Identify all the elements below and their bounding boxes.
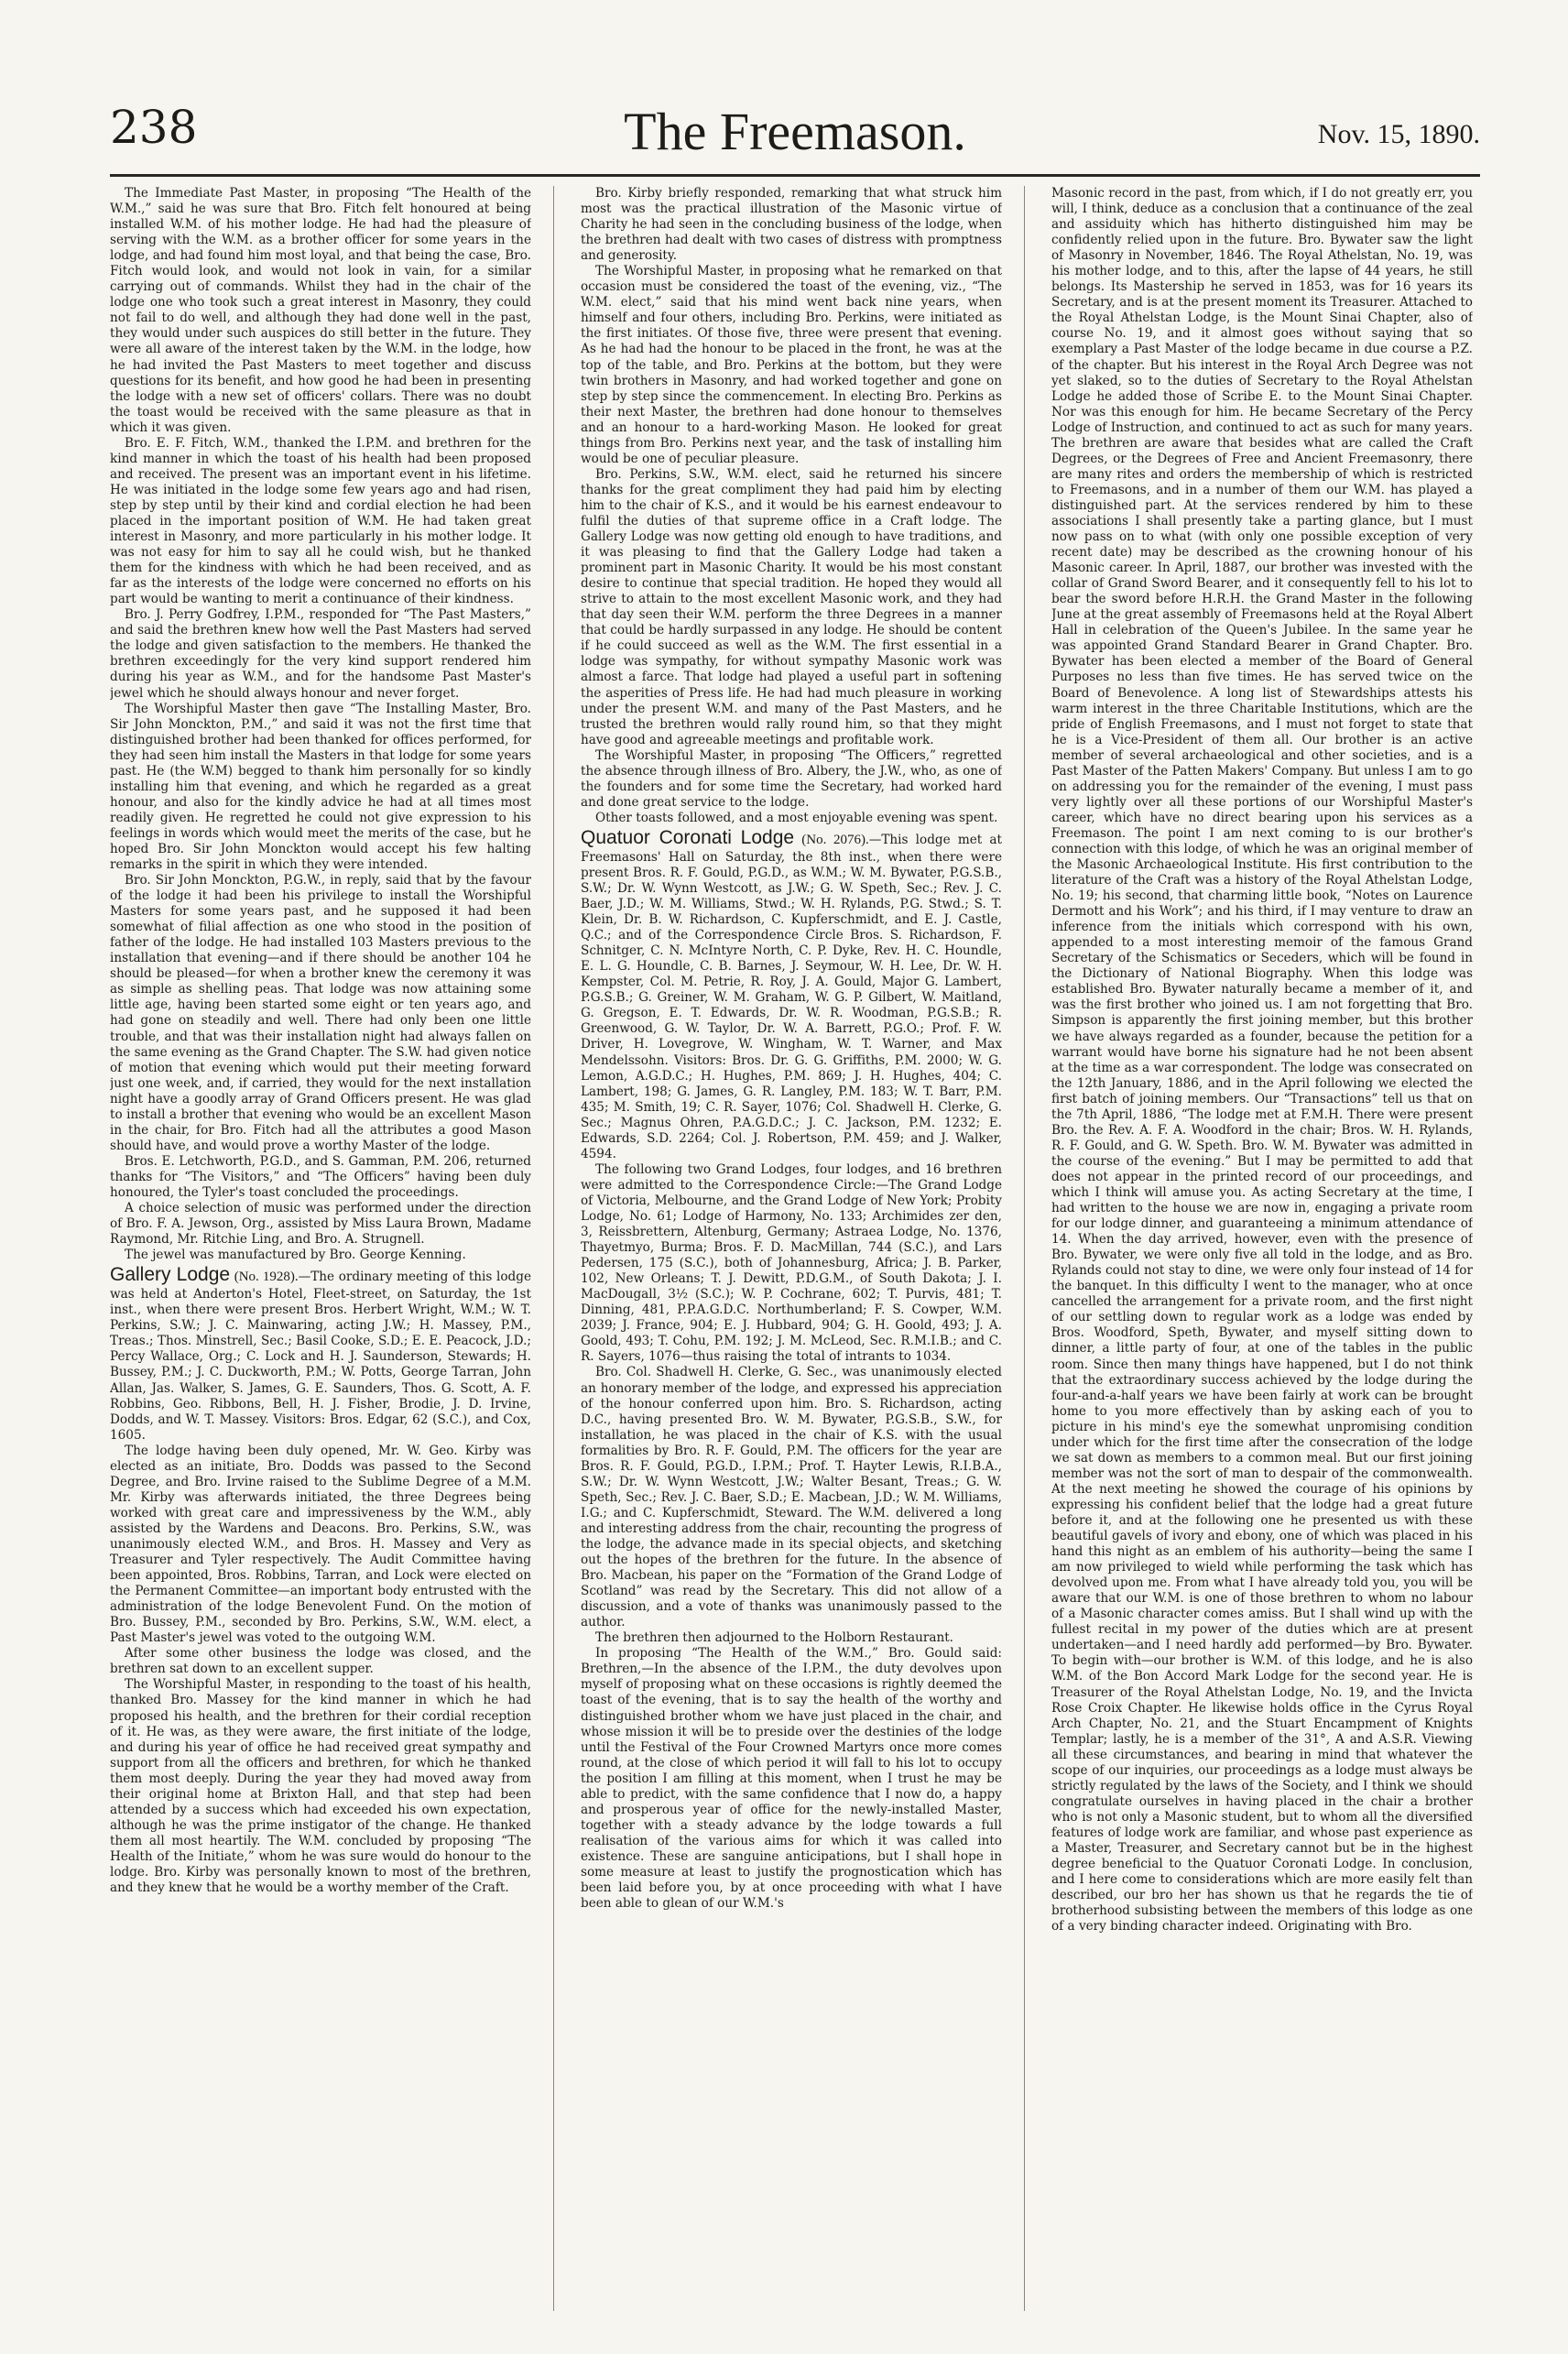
paragraph: The Worshipful Master then gave “The Installing Master, Bro. Sir John Monckton, P.M.,” and said it was not the first time that distinguished brother had been thanked for offices performed, for they had seen him install the Masters in that lodge for some years past. He (the W.M) begged to thank him personally for so kindly installing him that evening, and which he regarded as a great honour, and also for the kindly advice he had at all times most readily given. He regretted he could not give expression to his feelings in words which would meet the merits of the case, but he hoped Bro. Sir John Monckton would accept his few halting remarks in the spirit in which they were intended. — [110, 701, 531, 873]
lodge-report-lead — [110, 1263, 531, 1443]
lodge-number: (No. 1928). — [234, 1270, 299, 1285]
column-3 — [1051, 186, 1473, 2311]
column-divider — [1024, 186, 1025, 2311]
paragraph: Bro. Sir John Monckton, P.G.W., in reply, said that by the favour of the lodge it had been his privilege to install the Worshipful Masters for some years past, and he supposed it had been somewhat of filial affection as one who stood in the position of father of the lodge. He had installed 103 Masters previous to the installation that evening—and if there should be another 104 he should be pleased—for when a brother knew the ceremony it was as simple as shelling peas. That lodge was now attaining some little age, having been started some eight or ten years ago, and had gone on steadily and well. There had only been one little trouble, and that was their installation night had always fallen on the same evening as the Grand Chapter. The S.W. had given notice of motion that evening which would put their meeting forward just one week, and, if carried, they would for the next installation night have a goodly array of Grand Officers present. He was glad to install a brother that evening who would be an excellent Mason in the chair, for Bro. Fitch had all the attributes a good Mason should have, and would prove a worthy Master of the lodge. — [110, 873, 531, 1153]
paragraph-text: —The ordinary meeting of this lodge was held at Anderton's Hotel, Fleet-street, on Saturday, the 1st inst., when there were present Bros. Herbert Wright, W.M.; W. T. Perkins, S.W.; J. C. Mainwaring, acting J.W.; H. Massey, P.M., Treas.; Thos. Minstrell, Sec.; Basil Cooke, S.D.; E. E. Peacock, J.D.; Percy Wallace, Org.; C. Lock and H. J. Saunderson, Stewards; H. Bussey, P.M.; J. C. Duckworth, P.M.; W. Potts, George Tarran, John Allan, Jas. Walker, S. James, G. E. Saunders, Thos. G. Scott, A. F. Robbins, Geo. Ribbons, Bell, H. J. Fisher, Brodie, J. D. Irvine, Dodds, and W. T. Massey. Visitors: Bros. Edgar, 62 (S.C.), and Cox, 1605. — [110, 1270, 531, 1443]
column-divider — [553, 186, 554, 2311]
paragraph: The Worshipful Master, in proposing what he remarked on that occasion must be considered the toast of the evening, viz., “The W.M. elect,” said that his mind went back nine years, when himself and four others, including Bro. Perkins, were initiated as the first initiates. Of those five, three were present that evening. As he had had the honour to be placed in the front, he was at the top of the table, and Bro. Perkins at the bottom, but they were twin brothers in Masonry, and had worked together and gone on step by step since the commencement. In electing Bro. Perkins as their next Master, the brethren had done honour to themselves and an honour to a hard-working Mason. He looked for great things from Bro. Perkins next year, and the task of installing him would be one of peculiar pleasure. — [581, 264, 1002, 466]
paragraph: The Worshipful Master, in proposing “The Officers,” regretted the absence through illness of Bro. Albery, the J.W., who, as one of the founders and for some time the Secretary, had worked hard and done great service to the lodge. — [581, 747, 1002, 810]
paragraph: The brethren then adjourned to the Holborn Restaurant. — [595, 1630, 954, 1646]
paragraph: Bro. Kirby briefly responded, remarking that what struck him most was the practical illustration of the Masonic virtue of Charity he had seen in the concluding business of the lodge, when the brethren had dealt with two cases of distress with promptness and generosity. — [581, 186, 1002, 264]
column-2 — [581, 186, 1002, 2311]
lodge-report-lead — [581, 826, 1002, 1162]
paragraph: In proposing “The Health of the W.M.,” Bro. Gould said: Brethren,—In the absence of the I.P.M., the duty devolves upon myself of proposing what on these occasions is rightly deemed the toast of the evening, that is to say the health of the worthy and distinguished brother whom we have just placed in the chair, and whose mission it will be to preside over the destinies of the lodge until the Festival of the Four Crowned Martyrs once more comes round, at the close of which period it will fall to his lot to occupy the position I am filling at this moment, when I trust he may be able to predict, with the same confidence that I now do, a happy and prosperous year of office for the newly-installed Master, together with a steady advance by the lodge towards a full realisation of the various aims for which it was called into existence. These are sanguine anticipations, but I shall hope in some measure at least to justify the prognostication which has been laid before you, by at once proceeding with what I have been able to glean of our W.M.'s — [581, 1646, 1002, 1912]
paragraph: The lodge having been duly opened, Mr. W. Geo. Kirby was elected as an initiate, Bro. Dodds was passed to the Second Degree, and Bro. Irvine raised to the Sublime Degree of a M.M. Mr. Kirby was afterwards initiated, the three Degrees being worked with great care and impressiveness by the W.M., ably assisted by the Wardens and Deacons. Bro. Perkins, S.W., was unanimously elected W.M., and Bros. H. Massey and Very as Treasurer and Tyler respectively. The Audit Committee having been appointed, Bros. Robbins, Tarran, and Lock were elected on the Permanent Committee—an important body entrusted with the administration of the lodge Benevolent Fund. On the motion of Bro. Bussey, P.M., seconded by Bro. Perkins, S.W., W.M. elect, a Past Master's jewel was voted to the outgoing W.M. — [110, 1443, 531, 1646]
paragraph: A choice selection of music was performed under the direction of Bro. F. A. Jewson, Org., assisted by Miss Laura Brown, Madame Raymond, Mr. Ritchie Ling, and Bro. A. Strugnell. — [110, 1201, 531, 1248]
page-number: 238 — [110, 101, 198, 154]
paragraph: The jewel was manufactured by Bro. George Kenning. — [125, 1248, 466, 1263]
paragraph: Bro. J. Perry Godfrey, I.P.M., responded for “The Past Masters,” and said the brethren knew how well the Past Masters had served the lodge and given satisfaction to the members. He thanked the brethren exceedingly for the very kind support rendered him during his year as W.M., and for the handsome Past Master's jewel which he should always honour and never forget. — [110, 607, 531, 701]
newspaper-title: The Freemason. — [624, 102, 966, 161]
column-1 — [110, 186, 531, 2311]
lodge-heading: Quatuor Coronati Lodge — [581, 826, 795, 848]
paragraph: Other toasts followed, and a most enjoyable evening was spent. — [595, 810, 998, 825]
paragraph: Bros. E. Letchworth, P.G.D., and S. Gamman, P.M. 206, returned thanks for “The Visitors,” and “The Officers” having been duly honoured, the Tyler's toast concluded the proceedings. — [110, 1153, 531, 1200]
header-rule — [110, 174, 1480, 177]
paragraph: The Immediate Past Master, in proposing “The Health of the W.M.,” said he was sure that Bro. Fitch felt honoured at being installed W.M. of his mother lodge. He had had the pleasure of serving with the W.M. as a brother officer for some years in the lodge, and had found him most loyal, and that being the case, Bro. Fitch would look, and would not look in vain, for a similar carrying out of commands. Whilst they had in the chair of the lodge one who took such a great interest in Masonry, they could not fail to do well, and although they had done well in the past, they would under such auspices do still better in the future. They were all aware of the interest taken by the W.M. in the lodge, how he had invited the Past Masters to meet together and discuss questions for its benefit, and how good he had been in presenting the lodge with a new set of officers' collars. There was no doubt the toast would be received with the same pleasure as that in which it was given. — [110, 186, 531, 435]
paragraph: The Worshipful Master, in responding to the toast of his health, thanked Bro. Massey for the kind manner in which he had proposed his health, and the brethren for their cordial reception of it. He was, as they were aware, the first initiate of the lodge, and during his year of office he had received great sympathy and support from all the officers and brethren, for which he thanked them most deeply. During the year they had moved away from their original home at Brixton Hall, and that step had been attended by a success which had exceeded his own expectation, although he was the prime instigator of the change. He thanked them all most heartily. The W.M. concluded by proposing “The Health of the Initiate,” whom he was sure would do honour to the lodge. Bro. Kirby was personally known to most of the brethren, and they knew that he would be a worthy member of the Craft. — [110, 1677, 531, 1896]
paragraph-text: —This lodge met at Freemasons' Hall on Saturday, the 8th inst., when there were present Bros. R. F. Gould, P.G.D., as W.M.; W. M. Bywater, P.G.S.B., S.W.; Dr. W. Wynn Westcott, as J.W.; G. W. Speth, Sec.; Rev. J. C. Baer, J.D.; W. M. Williams, Stwd.; W. H. Rylands, P.G. Stwd.; S. T. Klein, Dr. B. W. Richardson, C. Kupferschmidt, and E. J. Castle, Q.C.; and of the Correspondence Circle Bros. S. Richardson, F. Schnitger, C. N. McIntyre North, C. P. Dyke, Rev. H. C. Houndle, E. L. G. Houndle, C. B. Barnes, J. Seymour, W. H. Lee, Dr. W. H. Kempster, Col. M. Petrie, R. Roy, J. A. Gould, Major G. Lambert, P.G.S.B.; G. Greiner, W. M. Graham, W. G. P. Gilbert, W. Maitland, G. Gregson, E. T. Edwards, Dr. W. R. Woodman, P.G.S.B.; R. Greenwood, G. W. Taylor, Dr. W. A. Barrett, P.G.O.; Prof. F. W. Driver, H. Lovegrove, W. Wingham, W. T. Warner, and Max Mendelssohn. Visitors: Bros. Dr. G. G. Griffiths, P.M. 2000; W. G. Lemon, A.G.D.C.; H. Hughes, P.M. 869; J. H. Hughes, 404; C. Lambert, 198; G. James, G. R. Langley, P.M. 183; W. T. Barr, P.M. 435; M. Smith, 19; C. R. Sayer, 1076; Col. Shadwell H. Clerke, G. Sec.; Magnus Ohren, P.A.G.D.C.; J. C. Jackson, P.M. 1232; E. Edwards, S.D. 2264; Col. J. Robertson, P.M. 459; and J. Walker, 4594. — [581, 832, 1002, 1161]
lodge-heading: Gallery Lodge — [110, 1264, 231, 1286]
masthead — [110, 101, 1480, 165]
lodge-number: (No. 2076). — [801, 832, 869, 847]
paragraph: Bro. E. F. Fitch, W.M., thanked the I.P.M. and brethren for the kind manner in which the toast of his health had been proposed and received. The present was an important event in his lifetime. He was initiated in the lodge some few years ago and had risen, step by step until by their kind and cordial election he had been placed in the important position of W.M. He had taken great interest in Masonry, and more particularly in his mother lodge. It was not easy for him to say all he could wish, but he thanked them for the kindness with which he had been received, and as far as the interests of the lodge were concerned no efforts on his part would be wanting to merit a continuance of their kindness. — [110, 435, 531, 607]
paragraph: After some other business the lodge was closed, and the brethren sat down to an excellent supper. — [110, 1646, 531, 1677]
issue-date: Nov. 15, 1890. — [1317, 119, 1480, 149]
paragraph: Bro. Perkins, S.W., W.M. elect, said he returned his sincere thanks for the great compliment they had paid him by electing him to the chair of K.S., and it would be his earnest endeavour to fulfil the duties of that supreme office in a Craft lodge. The Gallery Lodge was now getting old enough to have traditions, and it was pleasing to find that the Gallery Lodge had taken a prominent part in Masonic Charity. It would be his most constant desire to continue that special tradition. He hoped they would all strive to attain to the most excellent Masonic work, and they had that day seen their W.M. perform the three Degrees in a manner that could be hardly surpassed in any lodge. He should be content if he could succeed as well as the W.M. The first essential in a lodge was sympathy, for without sympathy Masonic work was almost a farce. That lodge had played a useful part in softening the asperities of Press life. He had had much pleasure in working under the present W.M. and many of the Past Masters, and he trusted the brethren would rally round him, so that they might have good and agreeable meetings and profitable work. — [581, 466, 1002, 747]
paragraph: Bro. Col. Shadwell H. Clerke, G. Sec., was unanimously elected an honorary member of the lodge, and expressed his appreciation of the honour conferred upon him. Bro. S. Richardson, acting D.C., having presented Bro. W. M. Bywater, P.G.S.B., S.W., for installation, he was placed in the chair of K.S. with the usual formalities by Bro. R. F. Gould, P.M. The officers for the year are Bros. R. F. Gould, P.G.D., I.P.M.; Prof. T. Hayter Lewis, R.I.B.A., S.W.; Dr. W. Wynn Westcott, J.W.; Walter Besant, Treas.; G. W. Speth, Sec.; Rev. J. C. Baer, S.D.; E. Macbean, J.D.; W. M. Williams, I.G.; and C. Kupferschmidt, Steward. The W.M. delivered a long and interesting address from the chair, recounting the progress of the lodge, the advance made in its special objects, and sketching out the hopes of the brethren for the future. In the absence of Bro. Macbean, his paper on the “Formation of the Grand Lodge of Scotland” was read by the Secretary. This did not allow of a discussion, and a vote of thanks was unanimously passed to the author. — [581, 1365, 1002, 1630]
paragraph: Masonic record in the past, from which, if I do not greatly err, you will, I think, deduce as a conclusion that a continuance of the zeal and assiduity which has hitherto distinguished him may be confidently relied upon in the future. Bro. Bywater saw the light of Masonry in November, 1846. The Royal Athelstan, No. 19, was his mother lodge, and to this, after the lapse of 44 years, he still belongs. Its Mastership he served in 1853, was for 16 years its Secretary, and is at the present moment its Treasurer. Attached to the Royal Athelstan Lodge, is the Mount Sinai Chapter, also of course No. 19, and it almost goes without saying that so exemplary a Past Master of the lodge became in due course a P.Z. of the chapter. But his interest in the Royal Arch Degree was not yet slaked, so to the duties of Secretary to the Royal Athelstan Lodge he added those of Scribe E. to the Mount Sinai Chapter. Nor was this enough for him. He became Secretary of the Percy Lodge of Instruction, and continued to act as such for many years. The brethren are aware that besides what are called the Craft Degrees, or the Degrees of Free and Ancient Freemasonry, there are many rites and orders the membership of which is restricted to Freemasons, and in a number of them our W.M. has played a distinguished part. At the services rendered by him to these associations I shall presently take a parting glance, but I must now pass on to what (with only one possible exception of very recent date) may be described as the crowning honour of his Masonic career. In April, 1887, our brother was invested with the collar of Grand Sword Bearer, and it consequently fell to his lot to bear the sword before H.R.H. the Grand Master in the following June at the great assembly of Freemasons held at the Royal Albert Hall in celebration of the Queen's Jubilee. In the same year he was appointed Grand Standard Bearer in Grand Chapter. Bro. Bywater has been elected a member of the Board of General Purposes no less than five times. He has served twice on the Board of Benevolence. A long list of Stewardships attests his warm interest in the three Charitable Institutions, which are the pride of English Freemasons, and I must not forget to state that he is a Vice-President of them all. Our brother is an active member of several archaeological and other societies, and is a Past Master of the Patten Makers' Company. But unless I am to go on addressing you for the remainder of the evening, I must pass very lightly over all these portions of our Worshipful Master's career, which have no direct bearing upon his services as a Freemason. The point I am next coming to is our brother's connection with this lodge, of which he was an original member of the Masonic Archaeological Institute. His first contribution to the literature of the Craft was a history of the Royal Athelstan Lodge, No. 19; his second, that charming little book, “Notes on Laurence Dermott and his Work”; and his third, if I may venture to draw an inference from the initials which correspond with his own, appended to a most interesting memoir of the famous Grand Secretary of the Schismatics or Seceders, which will be found in the Dictionary of National Biography. When this lodge was established Bro. Bywater naturally became a member of it, and was the first brother who joined us. I am not forgetting that Bro. Simpson is apparently the first joining member, but this brother we have always regarded as a founder, because the petition for a warrant would have borne his signature had he not been absent at the time as a war correspondent. The lodge was consecrated on the 12th January, 1886, and in the April following we elected the first batch of joining members. Our “Transactions” tell us that on the 7th April, 1886, “The lodge met at F.M.H. There were present Bro. the Rev. A. F. A. Woodford in the chair; Bros. W. H. Rylands, R. F. Gould, and G. W. Speth. Bro. W. M. Bywater was admitted in the course of the evening.” But I may be permitted to add that does not appear in the printed record of our proceedings, and which I think will amuse you. As acting Secretary at the time, I had written to the house we are now in, engaging a private room for our lodge dinner, and guaranteeing a minimum attendance of 14. When the day arrived, however, even with the presence of Bro. Bywater, we were only five all told in the lodge, and as Bro. Rylands could not stay to dine, we were only four instead of 14 for the banquet. In this difficulty I went to the manager, who at once cancelled the arrangement for a private room, and the first night of our settling down to regular work as a lodge was ended by Bros. Woodford, Speth, Bywater, and myself sitting down to dinner, a little party of four, at one of the tables in the public room. Since then many things have happened, but I do not think that the extraordinary success achieved by the lodge during the four-and-a-half years we have been fairly at work can be brought home to you more effectively than by asking each of you to picture in his mind's eye the somewhat unpromising condition under which for the first time after the consecration of the lodge we sat down as members to a common meal. But our first joining member was not the sort of man to despair of the commonwealth. At the next meeting he showed the courage of his opinions by expressing his confident belief that the lodge had a great future before it, and at the following one he presented us with these beautiful gavels of ivory and ebony, one of which was placed in his hand this night as an emblem of his authority—being the same I am now privileged to wield while performing the task which has devolved upon me. From what I have already told you, you will be aware that our W.M. is one of those brethren to whom no labour of a Masonic character comes amiss. But I shall wind up with the fullest recital in my power of the duties which are at present undertaken—and I need hardly add performed—by Bro. Bywater. To begin with—our brother is W.M. of this lodge, and he is also W.M. of the Bon Accord Mark Lodge for the second year. He is Treasurer of the Royal Athelstan Lodge, No. 19, and the Invicta Rose Croix Chapter. He likewise holds office in the Cyrus Royal Arch Chapter, No. 21, and the Stuart Encampment of Knights Templar; lastly, he is a member of the 31°, A and A.S.R. Viewing all these circumstances, and bearing in mind that whatever the scope of our inquiries, our proceedings as a lodge must always be strictly regulated by the laws of the Society, and I think we should congratulate ourselves in having placed in the chair a brother who is not only a Masonic student, but to whom all the diversified features of lodge work are familiar, and whose past experience as a Master, Treasurer, and Secretary cannot but be in the highest degree beneficial to the Quatuor Coronati Lodge. In conclusion, and I here come to considerations which are more easily felt than described, our bro her has shown us that he regards the tie of brotherhood subsisting between the members of this lodge as one of a very binding character indeed. Originating with Bro. — [1051, 186, 1473, 1934]
paragraph: The following two Grand Lodges, four lodges, and 16 brethren were admitted to the Correspondence Circle:—The Grand Lodge of Victoria, Melbourne, and the Grand Lodge of New York; Probity Lodge, No. 61; Lodge of Harmony, No. 133; Archimides zer den, 3, Reissbrettern, Altenburg, Germany; Astraea Lodge, No. 1376, Thayetmyo, Burma; Bros. F. D. MacMillan, 744 (S.C.), and Lars Pedersen, 175 (S.C.), both of Johannesburg, Africa; J. B. Parker, 102, New Orleans; T. J. Dewitt, P.D.G.M., of South Dakota; J. I. MacDougall, 3½ (S.C.); W. P. Cochrane, 602; T. Purvis, 481; T. Dinning, 481, P.P.A.G.D.C. Northumberland; F. S. Cowper, W.M. 2039; J. France, 904; E. J. Hubbard, 904; G. H. Goold, 493; J. A. Goold, 493; T. Cohu, P.M. 192; J. M. McLeod, Sec. R.M.I.B.; and C. R. Sayers, 1076—thus raising the total of intrants to 1034. — [581, 1161, 1002, 1365]
